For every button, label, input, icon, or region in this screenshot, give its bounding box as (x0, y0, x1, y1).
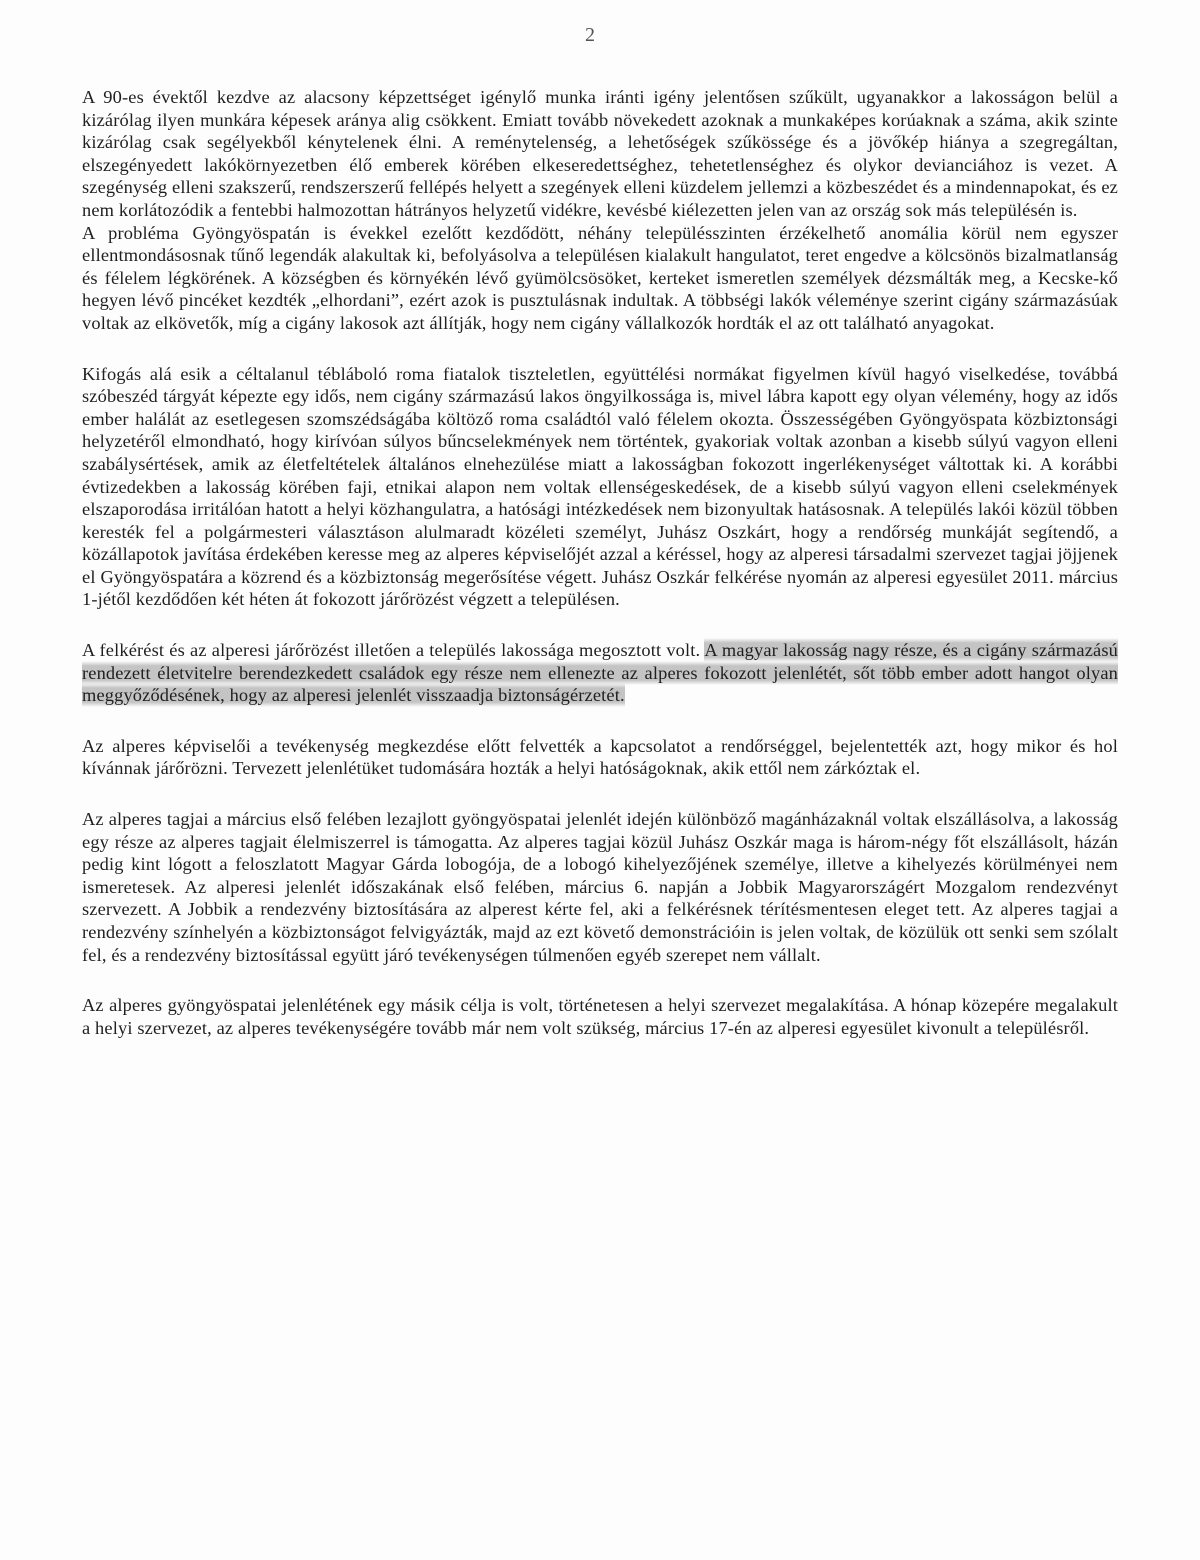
paragraph-5: Az alperes képviselői a tevékenység megkezdése előtt felvették a kapcsolatot a rendőrséggel, bejelentették azt, hogy mikor és hol kívánnak járőrözni. Tervezett jelenlétüket tudomására hozták a helyi hatóságoknak, akik ettől nem zárkóztak el. (82, 735, 1118, 779)
paragraph-7: Az alperes gyöngyöspatai jelenlétének egy másik célja is volt, történetesen a helyi szervezet megalakítása. A hónap közepére megalakult a helyi szervezet, az alperes tevékenységére tovább már nem volt szükség, március 17-én az alperesi egyesület kivonult a településről. (82, 995, 1118, 1038)
paragraph-1: A 90-es évektől kezdve az alacsony képzettséget igénylő munka iránti igény jelentősen szűkült, ugyanakkor a lakosságon belül a kizárólag ilyen munkára képesek aránya alig csökkent. Emiatt tovább növekedett azoknak a munkaképes korúaknak a száma, akik szinte kizárólag csak segélyekből kénytelenek élni. A reménytelenség, a lehetőségek szűkössége és a jövőkép hiánya a szegregáltan, elszegényedett lakókörnyezetben élő emberek körében elkeseredettséghez, tehetetlenséghez és olykor devianciához is vezet. A szegénység elleni szakszerű, rendszerszerű fellépés helyett a szegények elleni küzdelem jellemzi a közbeszédet és a mindennapokat, és ez nem korlátozódik a fentebbi halmozottan hátrányos helyzetű vidékre, kevésbé kiélezetten jelen van az ország sok más településén is. (82, 87, 1118, 220)
highlighted-passage: A magyar lakosság nagy része, és a cigány származású rendezett életvitelre berendezkedett családok egy része nem ellenezte az alperes fokozott jelenlétét, sőt több ember adott hangot olyan meggyőződésének, hogy az alperesi jelenlét visszaadja biztonságérzetét. (82, 640, 1118, 706)
paragraph-4 (82, 639, 1118, 707)
paragraph-4-text: A felkérést és az alperesi járőrözést illetően a település lakossága megosztott volt. (82, 640, 705, 661)
page-number: 2 (585, 24, 595, 46)
paragraph-2: A probléma Gyöngyöspatán is évekkel ezelőtt kezdődött, néhány településszinten érzékelhető anomália körül nem egyszer ellentmondásosnak tűnő legendák alakultak ki, befolyásolva a településen kialakult hangulatot, teret engedve a kölcsönös bizalmatlanság és félelem légkörének. A községben és környékén lévő gyümölcsösöket, kerteket ismeretlen személyek dézsmálták meg, a Kecske-kő hegyen lévő pincéket kezdték „elhordani”, ezért azok is pusztulásnak indultak. A többségi lakók véleménye szerint cigány származásúak voltak az elkövetők, míg a cigány lakosok azt állítják, hogy nem cigány vállalkozók hordták el az ott található anyagokat. (82, 222, 1118, 333)
paragraph-6: Az alperes tagjai a március első felében lezajlott gyöngyöspatai jelenlét idején különböző magánházaknál voltak elszállásolva, a lakosság egy része az alperes tagjait élelmiszerrel is támogatta. Az alperes tagjai közül Juhász Oszkár maga is három-négy főt elszállásolt, házán pedig kint lógott a feloszlatott Magyar Gárda lobogója, de a lobogó kihelyezőjének személye, illetve a kihelyezés körülményei nem ismeretesek. Az alperesi jelenlét időszakának első felében, március 6. napján a Jobbik Magyarországért Mozgalom rendezvényt szervezett. A Jobbik a rendezvény biztosítására az alperest kérte fel, aki a felkérésnek térítésmentesen eleget tett. Az alperes tagjai a rendezvény színhelyén a közbiztonságot felvigyázták, majd az ezt követő demonstrációin is jelen voltak, de közülük ott senki sem szólalt fel, és a rendezvény biztosítással együtt járó tevékenységen túlmenően egyéb szerepet nem vállalt. (82, 809, 1118, 965)
document-body (82, 86, 1118, 1067)
paragraph-3: Kifogás alá esik a céltalanul tébláboló roma fiatalok tiszteletlen, együttélési normákat figyelmen kívül hagyó viselkedése, továbbá szóbeszéd tárgyát képezte egy idős, nem cigány származású lakos öngyilkossága is, mivel lábra kapott egy olyan vélemény, hogy az idős ember halálát az esetlegesen szomszédságába költöző roma családtól való félelem okozta. Összességében Gyöngyöspata közbiztonsági helyzetéről elmondható, hogy kirívóan súlyos bűncselekmények nem történtek, gyakoriak voltak azonban a kisebb súlyú vagyon elleni szabálysértések, amik az életfeltételek általános elnehezülése miatt a lakosságban fokozott ingerlékenységet váltottak ki. A korábbi évtizedekben a lakosság körében faji, etnikai alapon nem voltak ellenségeskedések, de a kisebb súlyú vagyon elleni cselekmények elszaporodása irritálóan hatott a helyi közhangulatra, a hatósági intézkedések nem bizonyultak hatásosnak. A település lakói közül többen keresték fel a polgármesteri választáson alulmaradt közéleti személyt, Juhász Oszkárt, hogy a rendőrség munkáját segítendő, a közállapotok javítása érdekében keresse meg az alperes képviselőjét azzal a kéréssel, hogy az alperesi társadalmi szervezet tagjai jöjjenek el Gyöngyöspatára a közrend és a közbiztonság megerősítése végett. Juhász Oszkár felkérése nyomán az alperesi egyesület 2011. március 1-jétől kezdődően két héten át fokozott járőrözést végzett a településen. (82, 363, 1118, 610)
